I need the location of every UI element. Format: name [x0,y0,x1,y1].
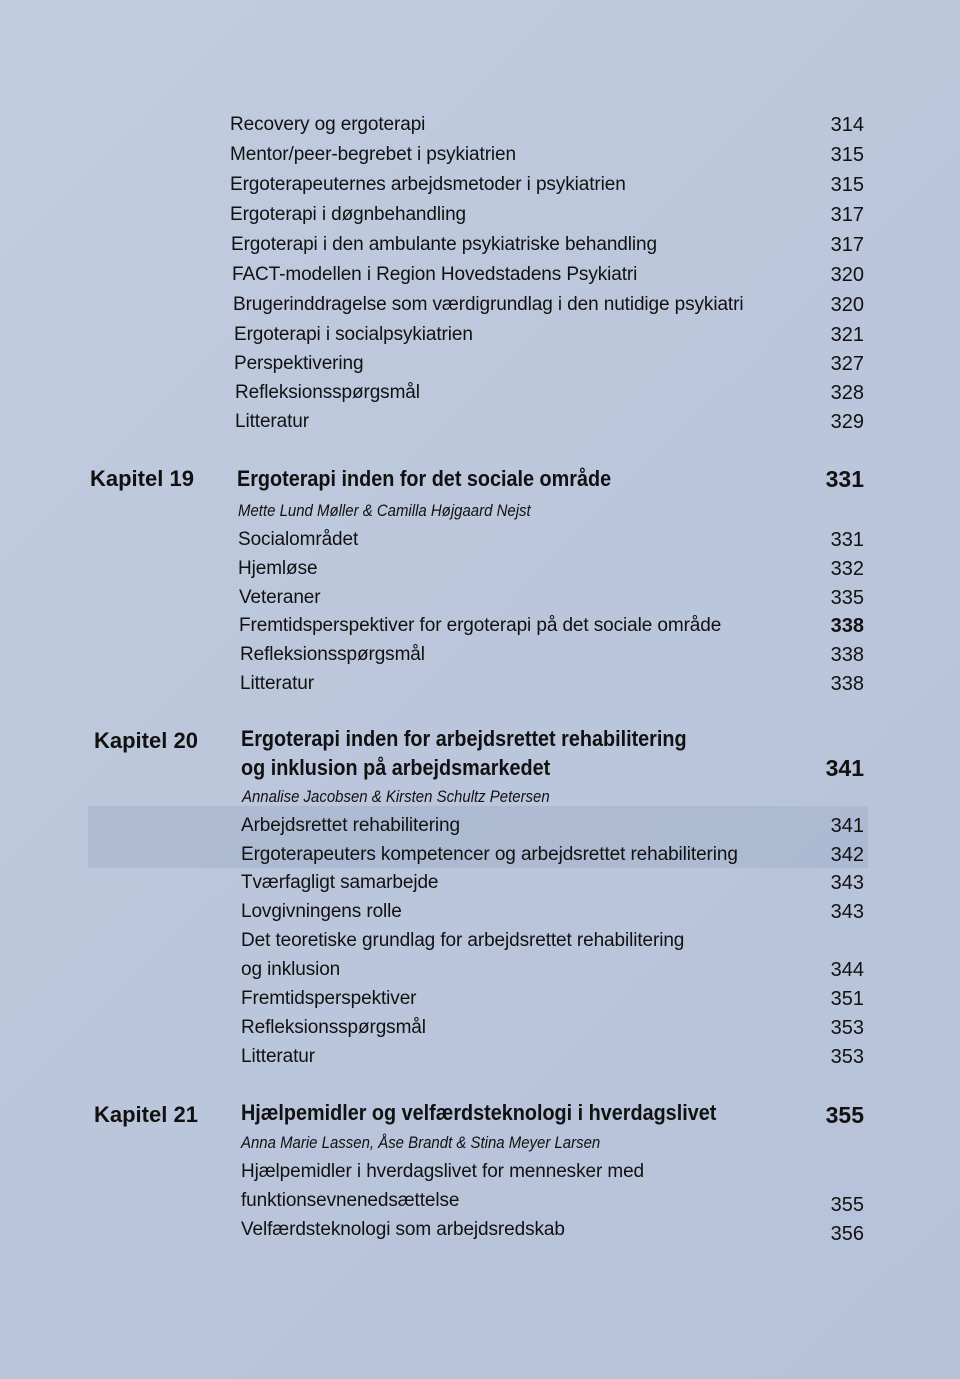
entry-title: FACT-modellen i Region Hovedstadens Psykiatri [232,264,638,285]
entry-title: Hjælpemidler i hverdagslivet for mennesker med [241,1161,645,1182]
toc-entry [0,1160,960,1190]
chapter-title: Hjælpemidler og velfærdsteknologi i hverdagslivet [241,1100,717,1125]
toc-entry [0,323,960,353]
entry-page: 315 [830,144,864,166]
toc-entry [0,1189,960,1219]
entry-title: Hjemløse [238,558,318,579]
entry-title: Velfærdsteknologi som arbejdsredskab [241,1219,565,1240]
toc-entry [0,900,960,930]
entry-title: Litteratur [235,411,309,432]
toc-entry [0,929,960,959]
entry-title: Ergoterapeuters kompetencer og arbejdsrettet rehabilitering [241,844,738,865]
entry-title: Litteratur [240,673,314,694]
entry-page: 329 [830,411,864,433]
chapter-label: Kapitel 21 [94,1102,198,1127]
toc-entry [0,203,960,233]
toc-entry [0,814,960,844]
entry-page: 331 [830,529,864,551]
entry-page: 320 [830,264,864,286]
entry-title: Refleksionsspørgsmål [241,1017,426,1038]
toc-entry [0,352,960,382]
entry-title: Tværfagligt samarbejde [241,872,439,893]
entry-title: Det teoretiske grundlag for arbejdsrettet rehabilitering [241,930,685,951]
entry-title: Ergoterapi i døgnbehandling [230,204,467,225]
entry-page: 342 [830,844,864,866]
entry-title: Fremtidsperspektiver [241,988,417,1009]
entry-page: 338 [830,615,864,637]
entry-page: 351 [830,988,864,1010]
chapter-title: Ergoterapi inden for det sociale område [237,466,612,491]
toc-entry [0,233,960,263]
toc-entry [0,1218,960,1248]
entry-title: Veteraner [239,587,321,608]
entry-page: 317 [830,204,864,226]
toc-entry [0,263,960,293]
toc-entry [0,614,960,644]
chapter-authors: Mette Lund Møller & Camilla Højgaard Nejst [238,501,531,520]
toc-entry [0,381,960,411]
entry-title: Perspektivering [234,353,364,374]
entry-page: 353 [830,1017,864,1039]
entry-title: Refleksionsspørgsmål [240,644,425,665]
toc-entry [0,586,960,616]
entry-page: 343 [830,901,864,923]
entry-page: 327 [830,353,864,375]
entry-title: Ergoterapi i den ambulante psykiatriske behandling [231,234,657,255]
toc-entry [0,113,960,143]
toc-entry [0,871,960,901]
entry-title: Mentor/peer-begrebet i psykiatrien [230,144,516,165]
entry-page: 338 [830,673,864,695]
toc-entry [0,1016,960,1046]
chapter-authors: Annalise Jacobsen & Kirsten Schultz Petersen [242,787,550,806]
entry-title: Fremtidsperspektiver for ergoterapi på det sociale område [239,615,722,636]
toc-entry [0,528,960,558]
toc-entry [0,557,960,587]
entry-page: 338 [830,644,864,666]
entry-page: 321 [830,324,864,346]
entry-page: 356 [830,1223,864,1245]
toc-entry [0,143,960,173]
entry-title: Refleksionsspørgsmål [235,382,420,403]
entry-page: 328 [830,382,864,404]
entry-title: Lovgivningens rolle [241,901,402,922]
entry-title: og inklusion [241,959,341,980]
chapter-title-line-2: og inklusion på arbejdsmarkedet [241,755,551,780]
entry-page: 317 [830,234,864,256]
entry-title: Litteratur [241,1046,315,1067]
toc-entry [0,1045,960,1075]
entry-page: 355 [830,1194,864,1216]
entry-page: 314 [830,114,864,136]
toc-entry [0,293,960,323]
entry-page: 353 [830,1046,864,1068]
entry-page: 335 [830,587,864,609]
entry-title: Recovery og ergoterapi [230,114,426,135]
entry-page: 320 [830,294,864,316]
entry-page: 344 [830,959,864,981]
entry-title: Ergoterapeuternes arbejdsmetoder i psykiatrien [230,174,626,195]
chapter-page: 331 [825,466,864,492]
toc-entry [0,843,960,873]
entry-page: 341 [830,815,864,837]
toc-entry [0,987,960,1017]
chapter-authors: Anna Marie Lassen, Åse Brandt & Stina Meyer Larsen [241,1133,601,1152]
toc-entry [0,173,960,203]
chapter-page: 355 [825,1102,864,1128]
chapter-label: Kapitel 20 [94,728,198,753]
chapter-label: Kapitel 19 [90,466,194,491]
toc-entry [0,643,960,673]
toc-entry [0,958,960,988]
toc-entry [0,672,960,702]
entry-title: funktionsevnenedsættelse [241,1190,460,1211]
entry-title: Arbejdsrettet rehabilitering [241,815,460,836]
entry-page: 332 [830,558,864,580]
chapter-title: Ergoterapi inden for arbejdsrettet rehabilitering [241,726,687,751]
entry-page: 343 [830,872,864,894]
entry-title: Socialområdet [238,529,359,550]
toc-entry [0,410,960,440]
entry-title: Brugerinddragelse som værdigrundlag i den nutidige psykiatri [233,294,744,315]
chapter-page: 341 [825,755,864,781]
entry-page: 315 [830,174,864,196]
entry-title: Ergoterapi i socialpsykiatrien [234,324,473,345]
